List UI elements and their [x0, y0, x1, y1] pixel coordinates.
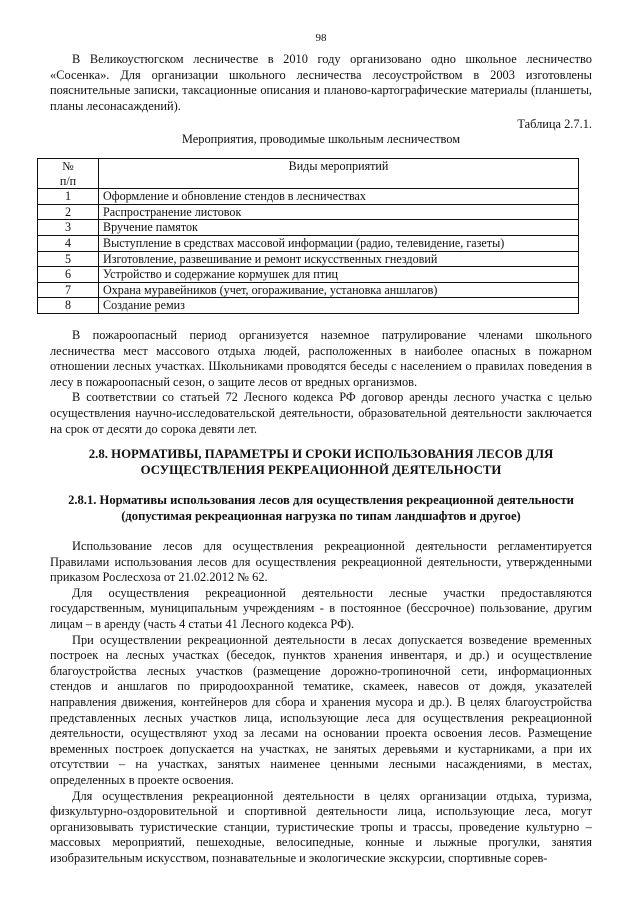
- table-cell-activity: Распространение листовок: [99, 204, 579, 220]
- table-header-num: [38, 159, 99, 189]
- paragraph-provision: Для осуществления рекреационной деятельности лесные участки предоставляются государственным, муниципальным учреждениям - в постоянное (бессрочное) пользование, другим лицам – в аренду (часть 4 статьи 41 Лесного кодекса РФ).: [50, 585, 592, 631]
- table-cell-activity: Охрана муравейников (учет, огораживание, установка аншлагов): [99, 282, 579, 298]
- table-cell-num: 3: [38, 220, 99, 236]
- table-row: [38, 267, 579, 283]
- table-number: Таблица 2.7.1.: [517, 117, 592, 131]
- subsection-heading: 2.8.1. Нормативы использования лесов для осуществления рекреационной деятельности (допустимая рекреационная нагрузка по типам ландшафтов и другое): [68, 493, 574, 523]
- table-row: [38, 220, 579, 236]
- table-row: [38, 204, 579, 220]
- table-row: [38, 189, 579, 205]
- paragraph-regulation: Использование лесов для осуществления рекреационной деятельности регламентируется Правилами использования лесов для осуществления рекреационной деятельности, утвержденными приказом Рослесхоза от 21.02.2012 № 62.: [50, 539, 592, 585]
- table-cell-num: 1: [38, 189, 99, 205]
- table-cell-activity: Изготовление, развешивание и ремонт искусственных гнездовий: [99, 251, 579, 267]
- table-cell-num: 6: [38, 267, 99, 283]
- page-number: 98: [315, 32, 327, 44]
- table-cell-activity: Оформление и обновление стендов в лесничествах: [99, 189, 579, 205]
- table-cell-num: 5: [38, 251, 99, 267]
- intro-paragraph: В Великоустюгском лесничестве в 2010 году организовано одно школьное лесничество «Сосенка». Для организации школьного лесничества лесоустройством в 2003 изготовлены пояснительные записки, таксационные описания и планово-картографические материалы (планшеты, планы лесонасаждений).: [50, 52, 592, 113]
- table-cell-activity: Выступление в средствах массовой информации (радио, телевидение, газеты): [99, 235, 579, 251]
- activities-table: [37, 158, 579, 314]
- table-cell-num: 2: [38, 204, 99, 220]
- table-row: [38, 298, 579, 314]
- paragraph-recreation-activities: Для осуществления рекреационной деятельности в целях организации отдыха, туризма, физкультурно-оздоровительной и спортивной деятельности лица, использующие леса, могут организовывать туристические станции, туристические тропы и трассы, проведение культурно – массовых мероприятий, пешеходные, велосипедные, конные и лыжные прогулки, занятия изобразительным искусством, познавательные и экологические экскурсии, спортивные сорев-: [50, 788, 592, 865]
- table-cell-num: 4: [38, 235, 99, 251]
- table-cell-num: 7: [38, 282, 99, 298]
- table-cell-activity: Создание ремиз: [99, 298, 579, 314]
- table-title: Мероприятия, проводимые школьным лесничеством: [181, 132, 461, 146]
- table-header-num-line2: п/п: [59, 173, 77, 188]
- table-header-num-line1: №: [62, 159, 74, 173]
- table-body: [38, 189, 579, 314]
- paragraph-temporary-buildings: При осуществлении рекреационной деятельности в лесах допускается возведение временных построек на лесных участках (беседок, пунктов хранения инвентаря, и др.) и осуществление благоустройства лесных участков (размещение дорожно-тропиночной сети, информационных стендов и аншлагов по природоохранной тематике, скамеек, навесов от дождя, указателей направления движения, контейнеров для сбора и хранения мусора и др.). В целях благоустройства представленных лесных участков лица, использующие леса для осуществления рекреационной деятельности, осуществляют уход за лесами на основании проекта освоения лесов. Размещение временных построек допускается на участках, не занятых деревьями и кустарниками, а при их отсутствии – на участках, занятых наименее ценными лесными насаждениями, в местах, определенных в проекте освоения.: [50, 632, 592, 787]
- table-header-row: [38, 159, 579, 189]
- table-cell-activity: Устройство и содержание кормушек для птиц: [99, 267, 579, 283]
- table-header-name: Виды мероприятий: [99, 159, 579, 189]
- table-row: [38, 251, 579, 267]
- table-cell-num: 8: [38, 298, 99, 314]
- section-body: [50, 539, 592, 866]
- paragraph-fire-patrol: В пожароопасный период организуется наземное патрулирование членами школьного лесничества мест массового отдыха людей, расположенных в наиболее опасных в пожарном отношении лесных участках. Школьниками проводятся беседы с населением о правилах поведения в лесу в пожароопасный сезон, о защите лесов от вредных организмов.: [50, 328, 592, 389]
- table-row: [38, 282, 579, 298]
- after-table-text: [50, 328, 592, 437]
- section-heading: 2.8. НОРМАТИВЫ, ПАРАМЕТРЫ И СРОКИ ИСПОЛЬЗОВАНИЯ ЛЕСОВ ДЛЯ ОСУЩЕСТВЛЕНИЯ РЕКРЕАЦИОННОЙ ДЕЯТЕЛЬНОСТИ: [88, 447, 554, 477]
- table-cell-activity: Вручение памяток: [99, 220, 579, 236]
- paragraph-lease-terms: В соответствии со статьей 72 Лесного кодекса РФ договор аренды лесного участка с целью осуществления научно-исследовательской деятельности, образовательной деятельности заключается на срок от десяти до сорока девяти лет.: [50, 390, 592, 436]
- table-row: [38, 235, 579, 251]
